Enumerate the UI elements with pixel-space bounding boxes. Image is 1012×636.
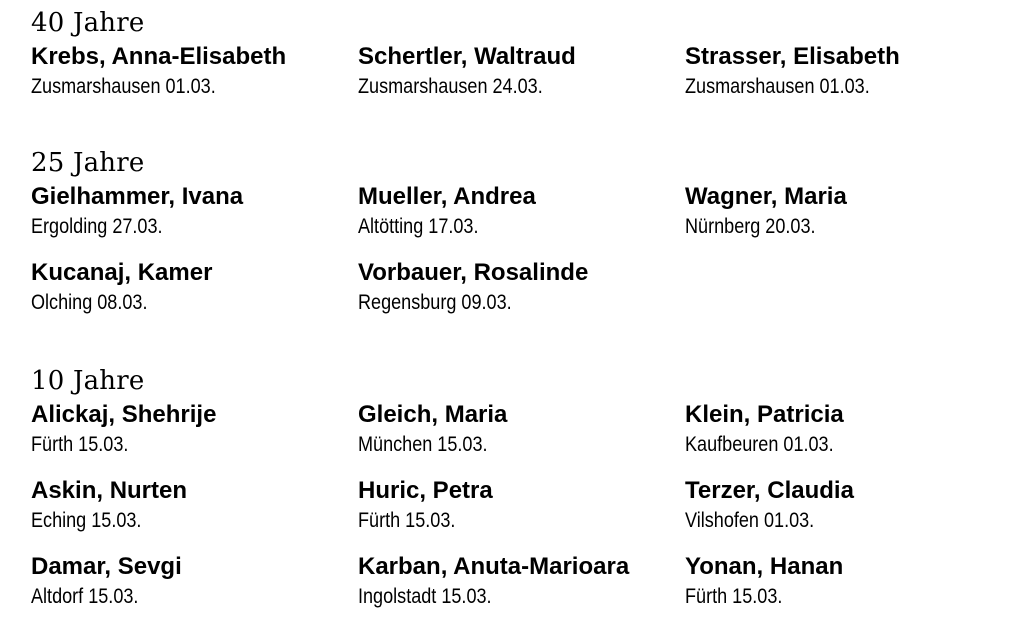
place-date: Eching 15.03. bbox=[31, 509, 142, 532]
section-title: 25 Jahre bbox=[31, 148, 145, 178]
person-name: Klein, Patricia bbox=[685, 401, 844, 428]
list-item bbox=[31, 476, 358, 536]
list-item bbox=[31, 182, 358, 242]
place-date: Regensburg 09.03. bbox=[358, 291, 512, 314]
place-date: Fürth 15.03. bbox=[31, 433, 129, 456]
entry-grid bbox=[31, 42, 991, 102]
place-date: Altdorf 15.03. bbox=[31, 585, 139, 608]
person-name: Mueller, Andrea bbox=[358, 183, 536, 210]
place-date: Kaufbeuren 01.03. bbox=[685, 433, 834, 456]
list-item bbox=[31, 42, 358, 102]
person-name: Alickaj, Shehrije bbox=[31, 401, 217, 428]
place-date: Ingolstadt 15.03. bbox=[358, 585, 492, 608]
person-name: Terzer, Claudia bbox=[685, 477, 854, 504]
list-item bbox=[358, 182, 685, 242]
list-item bbox=[685, 476, 991, 536]
person-name: Damar, Sevgi bbox=[31, 553, 182, 580]
list-item bbox=[31, 552, 358, 612]
person-name: Krebs, Anna-Elisabeth bbox=[31, 43, 287, 70]
entry-grid bbox=[31, 400, 991, 612]
place-date: Zusmarshausen 01.03. bbox=[685, 75, 870, 98]
place-date: Vilshofen 01.03. bbox=[685, 509, 815, 532]
person-name: Schertler, Waltraud bbox=[358, 43, 576, 70]
entry-grid bbox=[31, 182, 991, 318]
person-name: Gielhammer, Ivana bbox=[31, 183, 244, 210]
person-name: Karban, Anuta-Marioara bbox=[358, 553, 630, 580]
list-item bbox=[358, 552, 685, 612]
list-item bbox=[685, 552, 991, 612]
section-25-jahre bbox=[31, 148, 991, 318]
person-name: Askin, Nurten bbox=[31, 477, 188, 504]
person-name: Vorbauer, Rosalinde bbox=[358, 259, 589, 286]
list-item bbox=[358, 400, 685, 460]
section-title: 40 Jahre bbox=[31, 8, 145, 38]
list-item bbox=[358, 42, 685, 102]
list-item bbox=[31, 400, 358, 460]
place-date: Altötting 17.03. bbox=[358, 215, 479, 238]
list-item bbox=[31, 258, 358, 318]
list-item bbox=[358, 258, 685, 318]
person-name: Kucanaj, Kamer bbox=[31, 259, 213, 286]
list-item bbox=[358, 476, 685, 536]
person-name: Strasser, Elisabeth bbox=[685, 43, 900, 70]
person-name: Yonan, Hanan bbox=[685, 553, 844, 580]
list-item bbox=[685, 182, 991, 242]
place-date: München 15.03. bbox=[358, 433, 488, 456]
place-date: Nürnberg 20.03. bbox=[685, 215, 816, 238]
person-name: Gleich, Maria bbox=[358, 401, 508, 428]
place-date: Zusmarshausen 24.03. bbox=[358, 75, 543, 98]
section-title: 10 Jahre bbox=[31, 366, 145, 396]
section-10-jahre bbox=[31, 366, 991, 612]
place-date: Fürth 15.03. bbox=[685, 585, 783, 608]
place-date: Olching 08.03. bbox=[31, 291, 148, 314]
person-name: Huric, Petra bbox=[358, 477, 493, 504]
list-item bbox=[685, 400, 991, 460]
place-date: Zusmarshausen 01.03. bbox=[31, 75, 216, 98]
list-item bbox=[685, 42, 991, 102]
place-date: Ergolding 27.03. bbox=[31, 215, 163, 238]
person-name: Wagner, Maria bbox=[685, 183, 847, 210]
place-date: Fürth 15.03. bbox=[358, 509, 456, 532]
section-40-jahre bbox=[31, 8, 991, 102]
